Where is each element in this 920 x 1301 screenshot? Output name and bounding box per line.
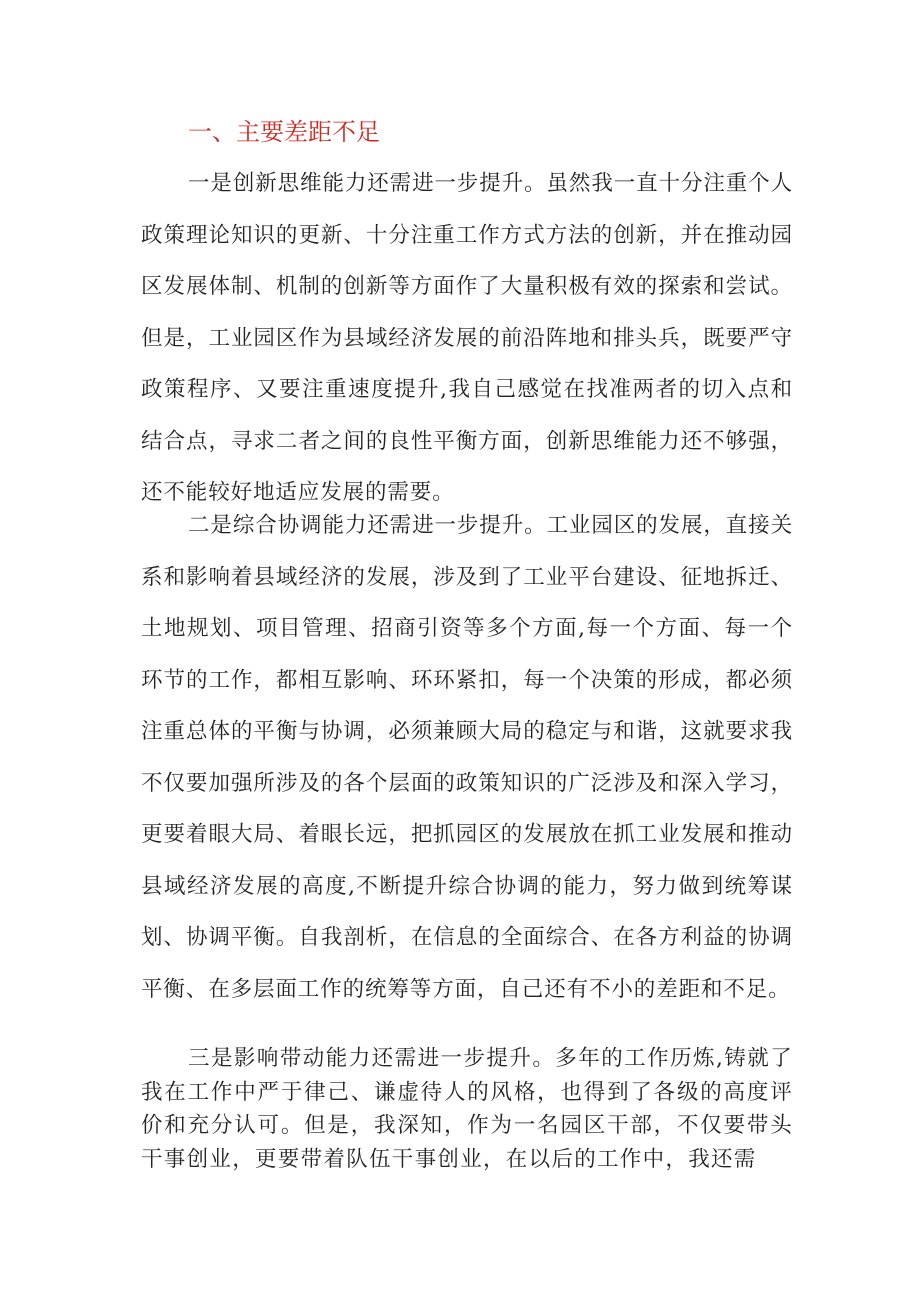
paragraph-coordination: 二是综合协调能力还需进一步提升。工业园区的发展，直接关系和影响着县域经济的发展，涉及到了工业平台建设、征地拆迁、土地规划、项目管理、招商引资等多个方面,每一个方面、每一个环节的工作，都相互影响、环环紧扣，每一个决策的形成，都必须注重总体的平衡与协调，必须兼顾大局的稳定与和谐，这就要求我不仅要加强所涉及的各个层面的政策知识的广泛涉及和深入学习，更要着眼大局、着眼长远，把抓园区的发展放在抓工业发展和推动县域经济发展的高度,不断提升综合协调的能力，努力做到统筹谋划、协调平衡。自我剖析，在信息的全面综合、在各方利益的协调平衡、在多层面工作的统筹等方面，自己还有不小的差距和不足。	[141, 513, 793, 1002]
paragraph-leadership: 三是影响带动能力还需进一步提升。多年的工作历炼,铸就了我在工作中严于律己、谦虚待人的风格，也得到了各级的高度评价和充分认可。但是，我深知，作为一名园区干部，不仅要带头干事创业，更要带着队伍干事创业，在以后的工作中，我还需	[141, 1046, 793, 1172]
section-heading: 一、主要差距不足	[188, 118, 380, 146]
paragraph-innovation: 一是创新思维能力还需进一步提升。虽然我一直十分注重个人政策理论知识的更新、十分注重工作方式方法的创新，并在推动园区发展体制、机制的创新等方面作了大量积极有效的探索和尝试。但是，工业园区作为县域经济发展的前沿阵地和排头兵，既要严守政策程序、又要注重速度提升,我自己感觉在找准两者的切入点和结合点，寻求二者之间的良性平衡方面，创新思维能力还不够强，还不能较好地适应发展的需要。	[141, 171, 793, 505]
